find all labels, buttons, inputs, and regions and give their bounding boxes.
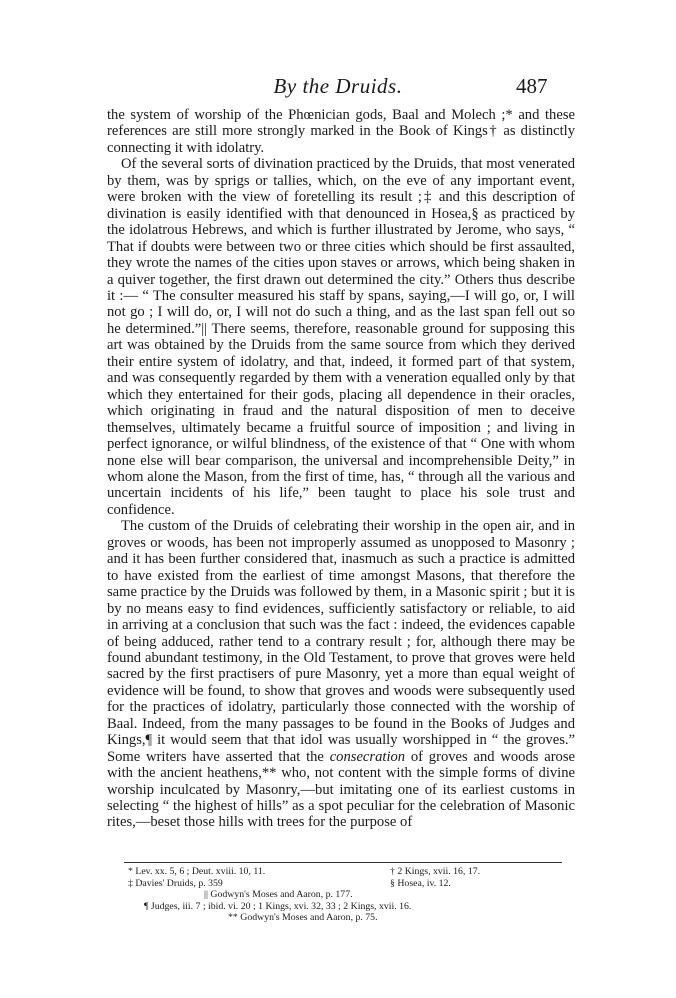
footnote-double-dagger: ‡ Davies' Druids, p. 359 [128,877,223,889]
footnotes [128,866,568,924]
paragraph-1: the system of worship of the Phœnician gods, Baal and Molech ;* and these references are still more strongly marked in the Book of Kings† as distinctly connecting it with idolatry. [107,107,575,156]
footnote-row-2 [128,878,568,890]
paragraph-3 [107,518,575,831]
page-number: 487 [516,74,548,98]
body-text [107,107,575,831]
footnote-row-1 [128,866,568,878]
footnote-double-star: ** Godwyn's Moses and Aaron, p. 75. [228,912,378,923]
footnote-section: § Hosea, iv. 12. [390,877,451,889]
footnote-star: * Lev. xx. 5, 6 ; Deut. xviii. 10, 11. [128,866,266,877]
footnote-dagger: † 2 Kings, xvii. 16, 17. [390,866,481,877]
paragraph-2: Of the several sorts of divination practiced by the Druids, that most venerated by them, was by sprigs or tallies, which, on the eve of any important event, were broken with the view of foretelling its result ;‡ and this description of divination is easily identified with that denounced in Hosea,§ as practiced by the idolatrous Hebrews, and which is further illustrated by Jerome, who says, “ That if doubts were between two or three cities which should be first assaulted, they wrote the names of the cities upon staves or arrows, which being shaken in a quiver together, the first drawn out determined the city.” Others thus describe it :— “ The consulter measured his staff by spans, saying,—I will go, or, I will not go ; I will do, or, I will not do such a thing, and as the last span fell out so he determined.”|| There seems, therefore, reasonable ground for supposing this art was obtained by the Druids from the same source from which they derived their entire system of idolatry, and that, indeed, it formed part of that system, and was consequently regarded by them with a veneration equalled only by that which they entertained for their gods, placing all dependence in their oracles, which originating in fraud and the natural disposition of men to deceive themselves, ultimately became a fruitful source of imposition ; and living in perfect ignorance, or wilful blindness, of the existence of that “ One with whom none else will bear comparison, the universal and incomprehensible Deity,” in whom alone the Mason, from the first of time, has, “ through all the various and uncertain incidents of his life,” been taught to place his sole trust and confidence. [107,156,575,518]
footnote-rule [124,862,562,863]
paragraph-3-continuation: of groves and woods arose with the ancient heathens,** who, not content with the simple forms of divine worship inculcated by Masonry,—but imitating one of its earliest customs in selecting “ the highest of hills” as a spot peculiar for the celebration of Masonic rites,—beset those hills with trees for the purpose of [107,748,576,831]
paragraph-3-text: The custom of the Druids of celebrating their worship in the open air, and in groves or woods, has been not improperly assumed as unopposed to Masonry ; and it has been further considered that, inasmuch as such a practice is admitted to have existed from the earliest of time amongst Masons, that therefore the same practice by the Druids was followed by them, in a Masonic spirit ; but it is by no means easy to find evidences, sufficiently satisfactory or reliable, to aid in arriving at a conclusion that such was the fact : indeed, the evidences capable of being adduced, rather tend to a contrary result ; for, although there may be found abundant testimony, in the Old Testament, to prove that groves were held sacred by the first practisers of pure Masonry, yet a more than equal weight of evidence will be found, to show that groves and woods were subsequently used for the practices of idolatry, particularly those connected with the worship of Baal. Indeed, from the many passages to be found in the Books of Judges and Kings,¶ it would seem that that idol was usually worshipped in “ the groves.” Some writers have asserted that the [107,518,575,765]
footnote-pilcrow: ¶ Judges, iii. 7 ; ibid. vi. 20 ; 1 Kings, xvi. 32, 33 ; 2 Kings, xvii. 16. [144,900,412,912]
running-title: By the Druids. [273,74,403,98]
emphasis-consecration: consecration [329,748,406,765]
footnote-parallel: || Godwyn's Moses and Aaron, p. 177. [204,889,353,900]
